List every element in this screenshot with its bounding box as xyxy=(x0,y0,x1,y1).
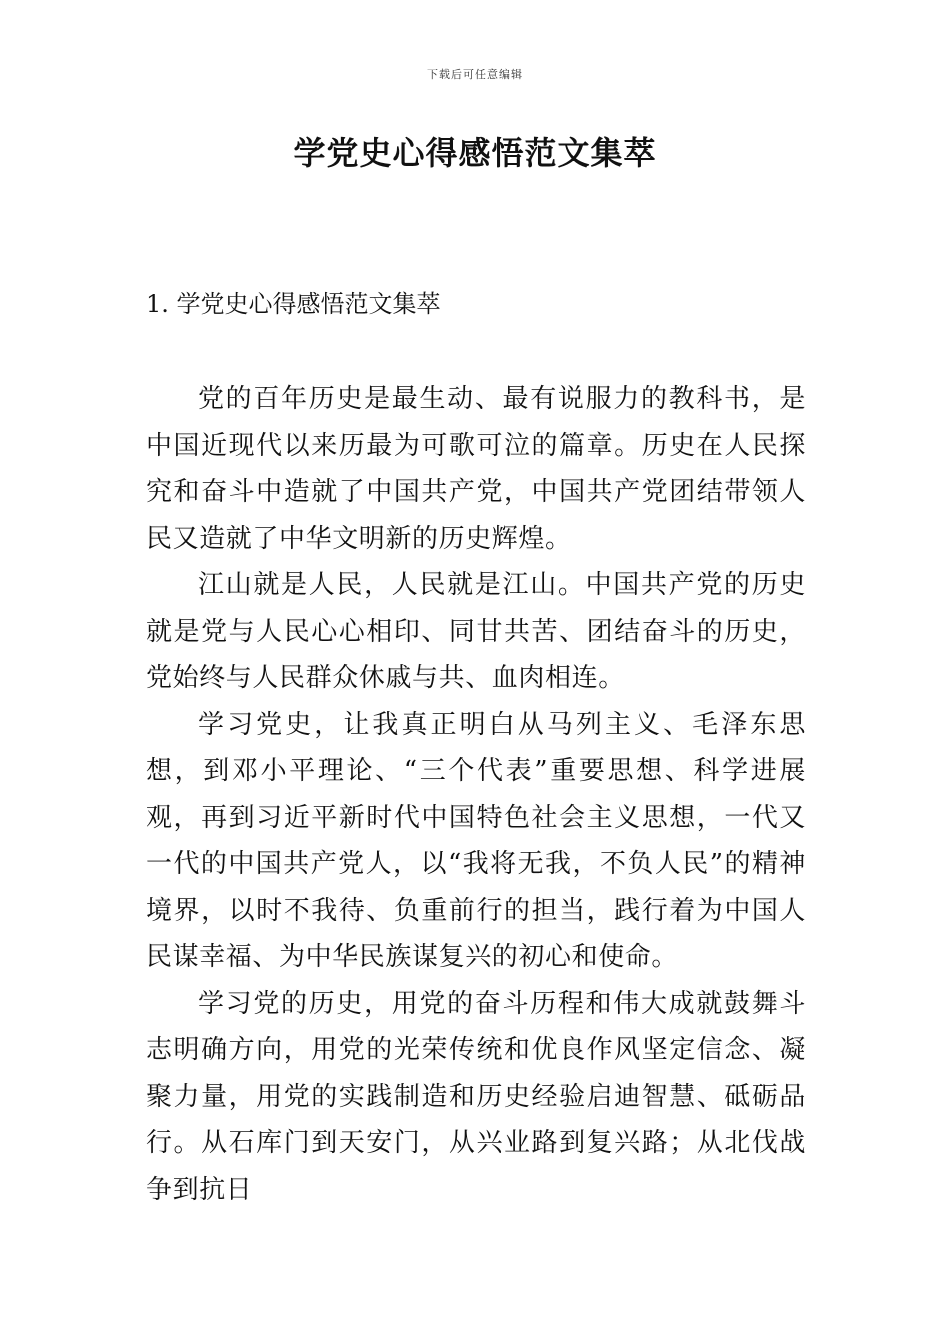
document-title: 学党史心得感悟范文集萃 xyxy=(293,134,657,172)
paragraph: 党的百年历史是最生动、最有说服力的教科书，是中国近现代以来历最为可歌可泣的篇章。历史在人民探究和奋斗中造就了中国共产党，中国共产党团结带领人民又造就了中华文明新的历史辉煌。 xyxy=(146,384,806,554)
document-body xyxy=(146,376,806,1213)
paragraph: 学习党史，让我真正明白从马列主义、毛泽东思想，到邓小平理论、“三个代表”重要思想、科学进展观，再到习近平新时代中国特色社会主义思想，一代又一代的中国共产党人，以“我将无我，不负人民”的精神境界，以时不我待、负重前行的担当，践行着为中国人民谋幸福、为中华民族谋复兴的初心和使命。 xyxy=(146,709,806,972)
paragraph: 江山就是人民，人民就是江山。中国共产党的历史就是党与人民心心相印、同甘共苦、团结奋斗的历史，党始终与人民群众休戚与共、血肉相连。 xyxy=(146,570,806,693)
paragraph: 学习党的历史，用党的奋斗历程和伟大成就鼓舞斗志明确方向，用党的光荣传统和优良作风坚定信念、凝聚力量，用党的实践制造和历史经验启迪智慧、砥砺品行。从石库门到天安门，从兴业路到复兴路；从北伐战争到抗日 xyxy=(146,988,806,1205)
section-heading: 1. 学党史心得感悟范文集萃 xyxy=(146,290,441,318)
header-note: 下载后可任意编辑 xyxy=(427,68,523,81)
